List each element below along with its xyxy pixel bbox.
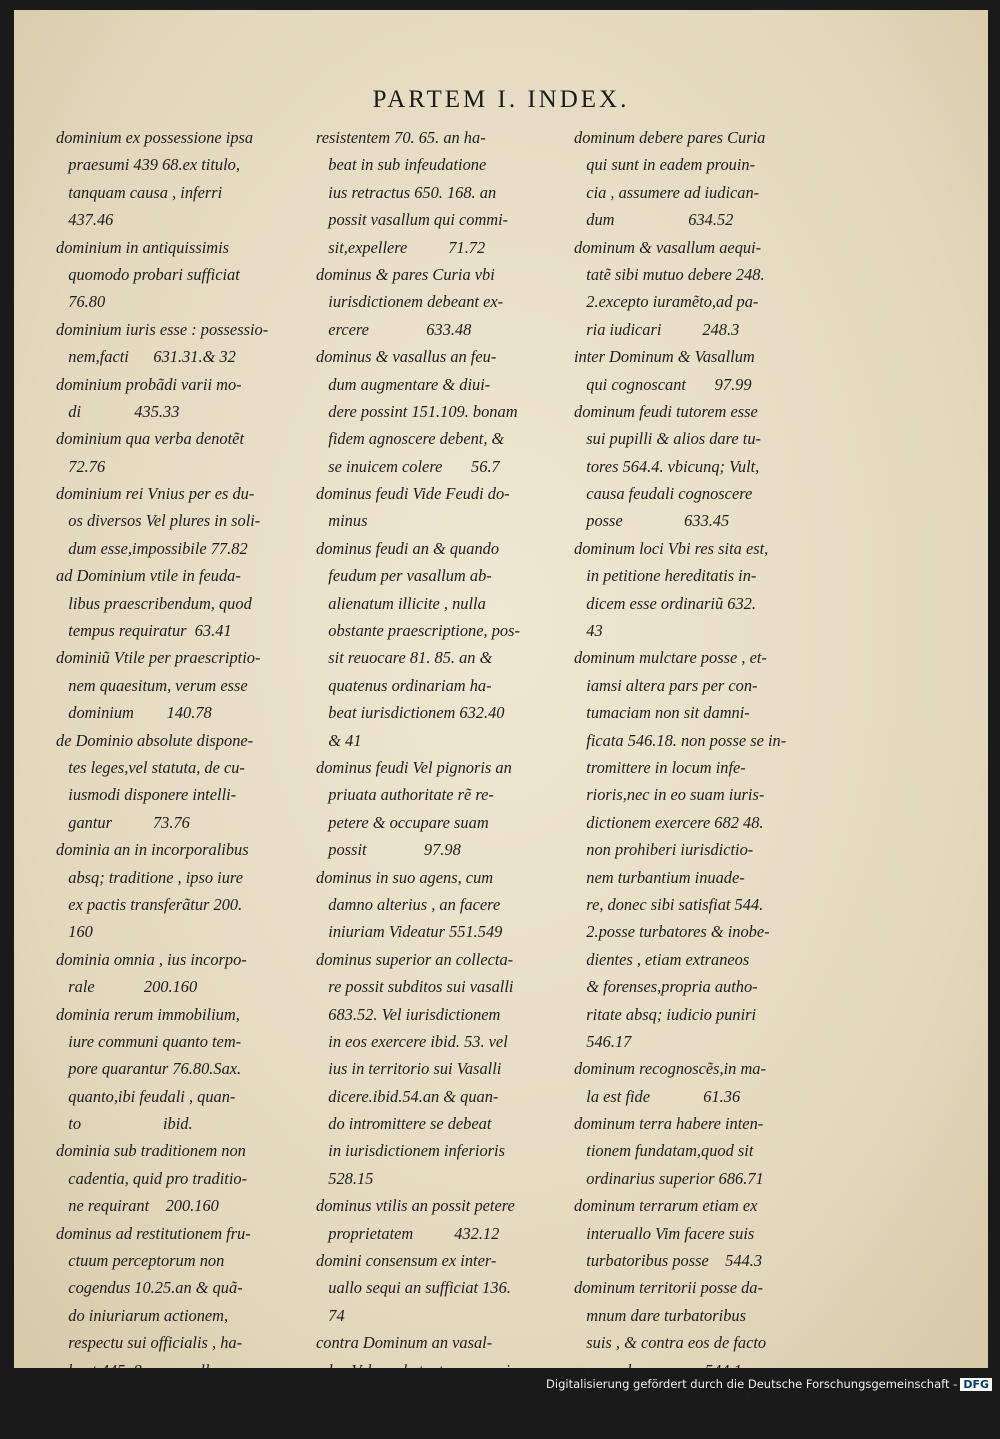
index-line: dominum terra habere inten- bbox=[574, 1114, 764, 1134]
index-line: di 435.33 bbox=[56, 401, 180, 421]
index-line: dominus superior an collecta- bbox=[316, 949, 514, 969]
index-line: dominia omnia , ius incorpo- bbox=[56, 949, 247, 969]
index-line: priuata authoritate rẽ re- bbox=[316, 785, 494, 805]
index-line: beat iurisdictionem 632.40 bbox=[316, 703, 505, 723]
index-line: gantur 73.76 bbox=[56, 812, 190, 832]
index-line: dum 634.52 bbox=[574, 210, 734, 230]
index-line: dictionem exercere 682 48. bbox=[574, 812, 764, 832]
index-line: uallo sequi an sufficiat 136. bbox=[316, 1278, 511, 1298]
index-line: tatẽ sibi mutuo debere 248. bbox=[574, 264, 765, 284]
index-line: 160 bbox=[56, 922, 93, 942]
index-line: tumaciam non sit damni- bbox=[574, 703, 750, 723]
index-line: dominium probãdi varii mo- bbox=[56, 374, 242, 394]
index-line: dominiũ Vtile per praescriptio- bbox=[56, 648, 261, 668]
index-line: dominus in suo agens, cum bbox=[316, 867, 494, 887]
index-line: ctuum perceptorum non bbox=[56, 1251, 225, 1271]
index-line: dominum recognoscẽs,in ma- bbox=[574, 1059, 766, 1079]
index-line: dominum mulctare posse , et- bbox=[574, 648, 767, 668]
index-line: contra Dominum an vasal- bbox=[316, 1333, 493, 1353]
index-line: qui cognoscant 97.99 bbox=[574, 374, 752, 394]
index-line: nem turbantium inuade- bbox=[574, 867, 745, 887]
index-line: in eos exercere ibid. 53. vel bbox=[316, 1031, 508, 1051]
index-line: dicatio- bbox=[574, 1415, 716, 1435]
index-line: rioris,nec in eo suam iuris- bbox=[574, 785, 765, 805]
index-line: dominus & vasallus an feu- bbox=[316, 347, 497, 367]
index-line: do iniuriarum actionem, bbox=[56, 1305, 229, 1325]
index-line: ius retractus 650. 168. an bbox=[316, 182, 497, 202]
index-line: lus Vel emphyteuta praescri- bbox=[316, 1360, 516, 1380]
index-line: 74 bbox=[316, 1305, 345, 1325]
index-line: possit vasallum qui commi- bbox=[316, 210, 509, 230]
index-line: non prohiberi iurisdictio- bbox=[574, 840, 754, 860]
index-line: dum esse,impossibile 77.82 bbox=[56, 538, 248, 558]
index-line: os diversos Vel plures in soli- bbox=[56, 511, 261, 531]
index-line: respectu sui officialis , ha- bbox=[56, 1333, 243, 1353]
index-line: quatenus ordinariam ha- bbox=[316, 675, 492, 695]
index-line: rale 200.160 bbox=[56, 977, 198, 997]
index-line: feudum per vasallum ab- bbox=[316, 566, 492, 586]
index-line: dominum debere pares Curia bbox=[574, 128, 766, 147]
index-line: dominus & pares Curia vbi bbox=[316, 264, 495, 284]
index-line: dere possint 151.109. bonam bbox=[316, 401, 518, 421]
index-line: nem quaesitum, verum esse bbox=[56, 675, 248, 695]
index-line: dominum feudi tutorem esse bbox=[574, 401, 758, 421]
index-line: 437.46 bbox=[56, 210, 114, 230]
index-line: dominium rei Vnius per es du- bbox=[56, 484, 255, 504]
index-line: iamsi altera pars per con- bbox=[574, 675, 758, 695]
index-line: 72.76 bbox=[56, 456, 106, 476]
index-line: inter Dominum & Vasallum bbox=[574, 347, 755, 367]
index-line: dominium in antiquissimis bbox=[56, 237, 230, 257]
index-line: bat 61.35 bbox=[316, 1387, 464, 1407]
index-line: libus praescribendum, quod bbox=[56, 593, 252, 613]
index-line: dominum & vasallum aequi- bbox=[574, 237, 762, 257]
index-line: dominium ex possessione ipsa bbox=[56, 128, 254, 147]
index-line: 43 bbox=[574, 621, 603, 641]
index-line: dominũ Vtilem habere rei Vĩ- bbox=[574, 1387, 765, 1407]
index-line: in petitione hereditatis in- bbox=[574, 566, 757, 586]
dfg-logo: DFG bbox=[960, 1378, 992, 1391]
index-line: minus bbox=[316, 511, 368, 531]
index-line: dominia an in incorporalibus bbox=[56, 840, 249, 860]
index-line: ad Dominium vtile in feuda- bbox=[56, 566, 241, 586]
index-column-right bbox=[574, 124, 832, 1439]
index-line: tempus requiratur 63.41 bbox=[56, 621, 232, 641]
index-line: dominum territorii posse da- bbox=[574, 1278, 763, 1298]
digitization-footer bbox=[546, 1377, 992, 1391]
index-line: 546.17 bbox=[574, 1031, 632, 1051]
index-line: dominium 140.78 bbox=[56, 703, 212, 723]
index-line: dominium iuris esse : possessio- bbox=[56, 319, 269, 339]
index-line: iusmodi disponere intelli- bbox=[56, 785, 237, 805]
index-line: fidem agnoscere debent, & bbox=[316, 429, 505, 449]
index-line: dominus feudi Vide Feudi do- bbox=[316, 484, 510, 504]
index-line: detentorem possit, iniuste bbox=[56, 1387, 236, 1407]
index-line: & 41 bbox=[316, 730, 362, 750]
index-line: pore quarantur 76.80.Sax. bbox=[56, 1059, 242, 1079]
index-line: do intromittere se debeat bbox=[316, 1114, 492, 1134]
index-line: beat 445. 8. an expellere bbox=[56, 1360, 230, 1380]
index-line: tromittere in locum infe- bbox=[574, 757, 746, 777]
index-line: proprietatem 432.12 bbox=[316, 1223, 500, 1243]
index-line: dominum terrarum etiam ex bbox=[574, 1196, 758, 1216]
index-line: sit reuocare 81. 85. an & bbox=[316, 648, 493, 668]
index-line: procedere 544.1 bbox=[574, 1360, 742, 1380]
index-line: quanto,ibi feudali , quan- bbox=[56, 1086, 236, 1106]
index-line: qui sunt in eadem prouin- bbox=[574, 155, 756, 175]
index-line: iurisdictionem debeant ex- bbox=[316, 292, 504, 312]
index-line: tionem fundatam,quod sit bbox=[574, 1141, 754, 1161]
index-line: re, donec sibi satisfiat 544. bbox=[574, 894, 764, 914]
index-line: ercere 633.48 bbox=[316, 319, 472, 339]
index-line: ne requirant 200.160 bbox=[56, 1196, 219, 1216]
index-line: 2.posse turbatores & inobe- bbox=[574, 922, 770, 942]
index-line: dicere.ibid.54.an & quan- bbox=[316, 1086, 499, 1106]
index-line: to ibid. bbox=[56, 1114, 193, 1134]
index-line: interuallo Vim facere suis bbox=[574, 1223, 755, 1243]
index-line: la est fide 61.36 bbox=[574, 1086, 741, 1106]
index-line: 2.excepto iuramẽto,ad pa- bbox=[574, 292, 759, 312]
index-line: tes leges,vel statuta, de cu- bbox=[56, 757, 245, 777]
index-line: & forenses,propria autho- bbox=[574, 977, 758, 997]
index-line: dominia rerum immobilium, bbox=[56, 1004, 240, 1024]
footer-text: Digitalisierung gefördert durch die Deutsche Forschungsgemeinschaft - bbox=[546, 1377, 958, 1391]
index-line: alienatum illicite , nulla bbox=[316, 593, 486, 613]
index-line: dum augmentare & diui- bbox=[316, 374, 491, 394]
index-line: 528.15 bbox=[316, 1168, 374, 1188]
index-line: quomodo probari sufficiat bbox=[56, 264, 240, 284]
index-column-left bbox=[56, 124, 306, 1411]
index-line: obstante praescriptione, pos- bbox=[316, 621, 520, 641]
index-line: ritate absq; iudicio puniri bbox=[574, 1004, 757, 1024]
index-line: ficata 546.18. non posse se in- bbox=[574, 730, 787, 750]
index-line: 76.80 bbox=[56, 292, 106, 312]
index-line: dominus feudi Vel pignoris an bbox=[316, 757, 512, 777]
index-line: ex pactis transferãtur 200. bbox=[56, 894, 243, 914]
index-line: re possit subditos sui vasalli bbox=[316, 977, 514, 997]
index-line: iniuriam Videatur 551.549 bbox=[316, 922, 503, 942]
index-column-middle bbox=[316, 124, 570, 1411]
index-line: praesumi 439 68.ex titulo, bbox=[56, 155, 240, 175]
index-line: dominus vtilis an possit petere bbox=[316, 1196, 515, 1216]
index-line: sit,expellere 71.72 bbox=[316, 237, 486, 257]
index-line: dominium qua verba denotẽt bbox=[56, 429, 245, 449]
index-line: suis , & contra eos de facto bbox=[574, 1333, 767, 1353]
index-line: se inuicem colere 56.7 bbox=[316, 456, 500, 476]
index-line: dicem esse ordinariũ 632. bbox=[574, 593, 756, 613]
index-line: posse 633.45 bbox=[574, 511, 730, 531]
index-line: petere & occupare suam bbox=[316, 812, 489, 832]
index-line: tanquam causa , inferri bbox=[56, 182, 223, 202]
index-line: dominia sub traditionem non bbox=[56, 1141, 246, 1161]
index-line: turbatoribus posse 544.3 bbox=[574, 1251, 763, 1271]
index-line: de Dominio absolute dispone- bbox=[56, 730, 254, 750]
index-line: ius in territorio sui Vasalli bbox=[316, 1059, 502, 1079]
index-line: absq; traditione , ipso iure bbox=[56, 867, 243, 887]
index-line: dominus ad restitutionem fru- bbox=[56, 1223, 251, 1243]
index-line: nem,facti 631.31.& 32 bbox=[56, 347, 236, 367]
index-line: resistentem 70. 65. an ha- bbox=[316, 128, 486, 147]
index-line: mnum dare turbatoribus bbox=[574, 1305, 746, 1325]
index-line: cogendus 10.25.an & quã- bbox=[56, 1278, 243, 1298]
index-line: possit 97.98 bbox=[316, 840, 461, 860]
index-line: dominum loci Vbi res sita est, bbox=[574, 538, 769, 558]
index-line: damno alterius , an facere bbox=[316, 894, 501, 914]
index-line: cia , assumere ad iudican- bbox=[574, 182, 760, 202]
index-line: causa feudali cognoscere bbox=[574, 484, 753, 504]
index-line: domini consensum ex inter- bbox=[316, 1251, 497, 1271]
index-line: ordinarius superior 686.71 bbox=[574, 1168, 764, 1188]
index-line: ria iudicari 248.3 bbox=[574, 319, 740, 339]
index-line: sui pupilli & alios dare tu- bbox=[574, 429, 761, 449]
index-line: dominus feudi an & quando bbox=[316, 538, 500, 558]
page-header: PARTEM I. INDEX. bbox=[372, 86, 630, 113]
index-line: 683.52. Vel iurisdictionem bbox=[316, 1004, 501, 1024]
index-line: beat in sub infeudatione bbox=[316, 155, 487, 175]
index-line: iure communi quanto tem- bbox=[56, 1031, 242, 1051]
index-line: cadentia, quid pro traditio- bbox=[56, 1168, 248, 1188]
index-line: dientes , etiam extraneos bbox=[574, 949, 750, 969]
index-line: in iurisdictionem inferioris bbox=[316, 1141, 505, 1161]
index-line: tores 564.4. vbicunq; Vult, bbox=[574, 456, 760, 476]
